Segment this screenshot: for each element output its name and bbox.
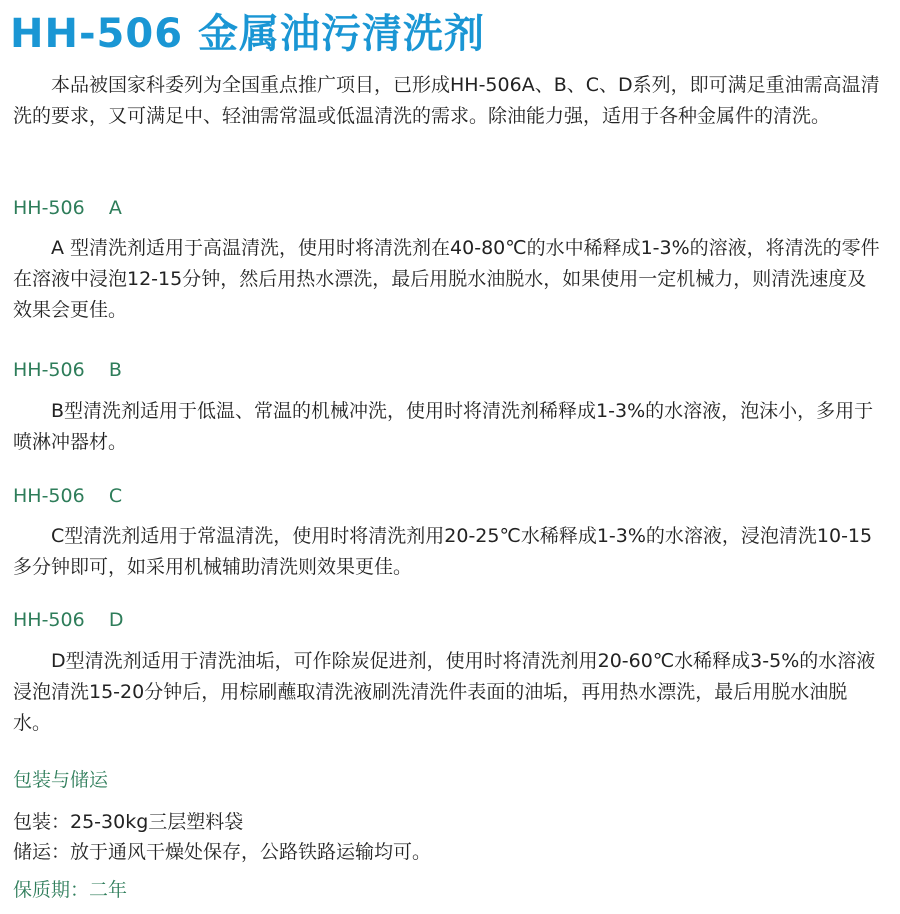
storage-line: 储运：放于通风干燥处保存，公路铁路运输均可。 (13, 841, 432, 863)
section-body-d: D型清洗剂适用于清洗油垢，可作除炭促进剂，使用时将清洗剂用20-60℃水稀释成3-5%的水溶液浸泡清洗15-20分钟后，用棕刷蘸取清洗液刷洗清洗件表面的油垢，再用热水漂洗，最后用脱水油脱水。 (13, 650, 876, 734)
section-heading-c: HH-506 C (13, 485, 123, 507)
packaging-heading: 包装与储运 (13, 769, 109, 791)
section-heading-a: HH-506 A (13, 197, 122, 219)
shelf-life: 保质期：二年 (13, 879, 128, 901)
section-heading-d: HH-506 D (13, 609, 124, 631)
section-body-c: C型清洗剂适用于常温清洗，使用时将清洗剂用20-25℃水稀释成1-3%的水溶液，浸泡清洗10-15多分钟即可，如采用机械辅助清洗则效果更佳。 (13, 525, 873, 578)
section-body-a: A 型清洗剂适用于高温清洗，使用时将清洗剂在40-80℃的水中稀释成1-3%的溶液，将清洗的零件在溶液中浸泡12-15分钟，然后用热水漂洗，最后用脱水油脱水，如果使用一定机械力，则清洗速度及效果会更佳。 (13, 237, 880, 321)
package-line: 包装：25-30kg三层塑料袋 (13, 811, 244, 833)
section-body-b: B型清洗剂适用于低温、常温的机械冲洗，使用时将清洗剂稀释成1-3%的水溶液，泡沫小，多用于喷淋冲器材。 (13, 400, 874, 453)
intro-paragraph: 本品被国家科委列为全国重点推广项目，已形成HH-506A、B、C、D系列，即可满足重油需高温清洗的要求，又可满足中、轻油需常温或低温清洗的需求。除油能力强，适用于各种金属件的清洗。 (13, 74, 880, 127)
section-heading-b: HH-506 B (13, 359, 122, 381)
page-title: HH-506 金属油污清洗剂 (10, 11, 485, 57)
